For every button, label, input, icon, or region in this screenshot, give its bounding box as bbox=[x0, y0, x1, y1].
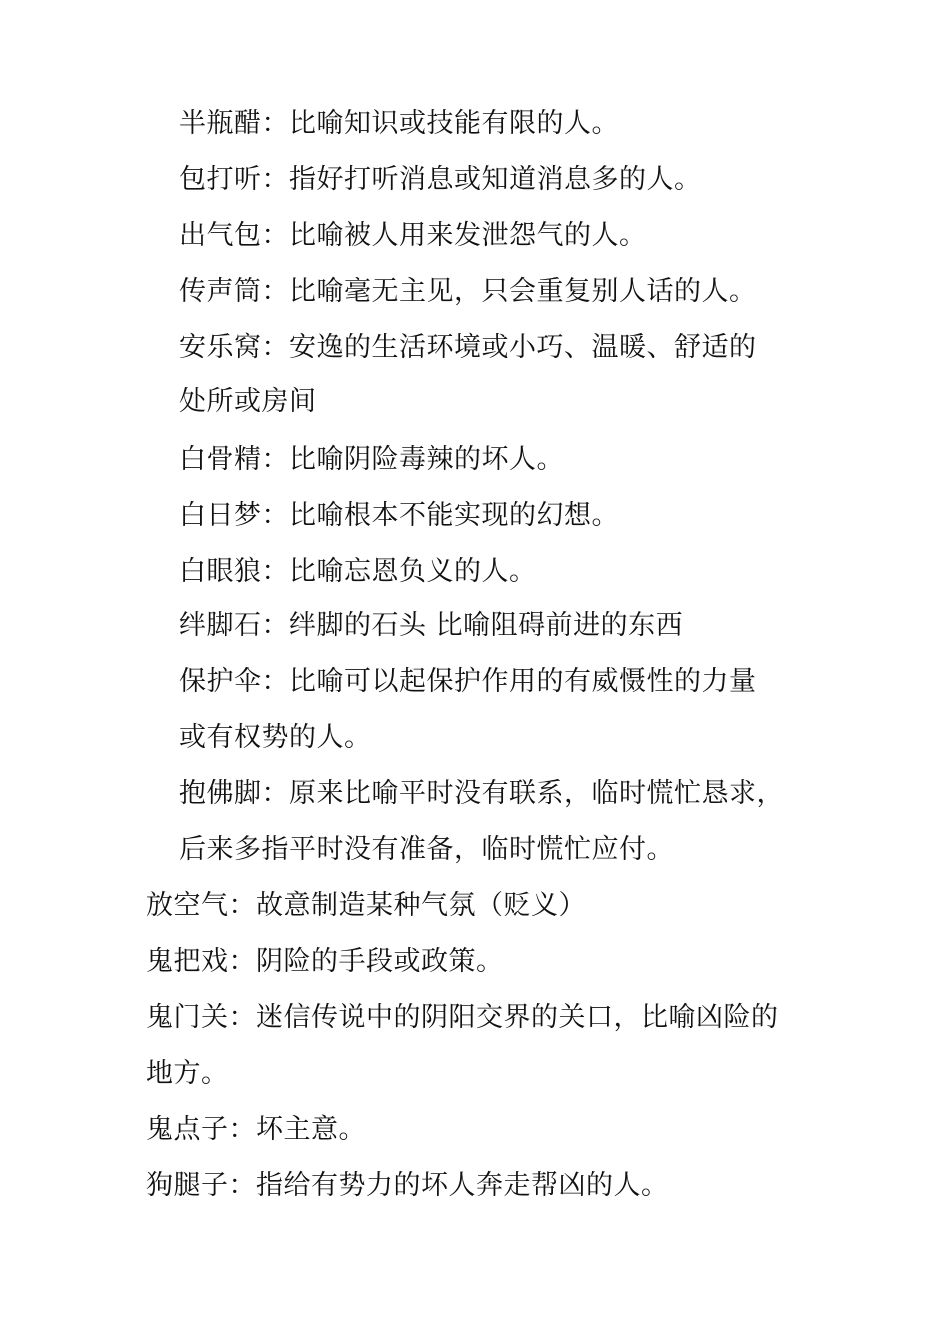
entry-bao-fo-jiao-cont: 后来多指平时没有准备，临时慌忙应付。 bbox=[179, 834, 674, 865]
entry-bao-hu-san-cont: 或有权势的人。 bbox=[179, 722, 372, 753]
entry-gui-men-guan: 鬼门关：迷信传说中的阴阳交界的关口，比喻凶险的 bbox=[146, 1002, 779, 1033]
entry-bai-yan-lang: 白眼狼：比喻忘恩负义的人。 bbox=[179, 556, 537, 587]
entry-an-le-wo: 安乐窝：安逸的生活环境或小巧、温暖、舒适的 bbox=[179, 332, 757, 363]
entry-bao-fo-jiao: 抱佛脚：原来比喻平时没有联系，临时慌忙恳求， bbox=[179, 778, 784, 809]
entry-ban-jiao-shi: 绊脚石：绊脚的石头 比喻阻碍前进的东西 bbox=[179, 610, 684, 641]
entry-an-le-wo-cont: 处所或房间 bbox=[179, 386, 317, 417]
entry-gui-ba-xi: 鬼把戏：阴险的手段或政策。 bbox=[146, 946, 504, 977]
entry-ban-ping-cu: 半瓶醋：比喻知识或技能有限的人。 bbox=[179, 108, 619, 139]
entry-bao-da-ting: 包打听：指好打听消息或知道消息多的人。 bbox=[179, 164, 702, 195]
entry-bao-hu-san: 保护伞：比喻可以起保护作用的有威慑性的力量 bbox=[179, 666, 757, 697]
entry-bai-ri-meng: 白日梦：比喻根本不能实现的幻想。 bbox=[179, 500, 619, 531]
entry-gou-tui-zi: 狗腿子：指给有势力的坏人奔走帮凶的人。 bbox=[146, 1170, 669, 1201]
entry-gui-men-guan-cont: 地方。 bbox=[146, 1058, 229, 1089]
entry-fang-kong-qi: 放空气：故意制造某种气氛（贬义） bbox=[146, 890, 586, 921]
entry-chu-qi-bao: 出气包：比喻被人用来发泄怨气的人。 bbox=[179, 220, 647, 251]
entry-chuan-sheng-tong: 传声筒：比喻毫无主见，只会重复别人话的人。 bbox=[179, 276, 757, 307]
entry-bai-gu-jing: 白骨精：比喻阴险毒辣的坏人。 bbox=[179, 444, 564, 475]
entry-gui-dian-zi: 鬼点子：坏主意。 bbox=[146, 1114, 366, 1145]
